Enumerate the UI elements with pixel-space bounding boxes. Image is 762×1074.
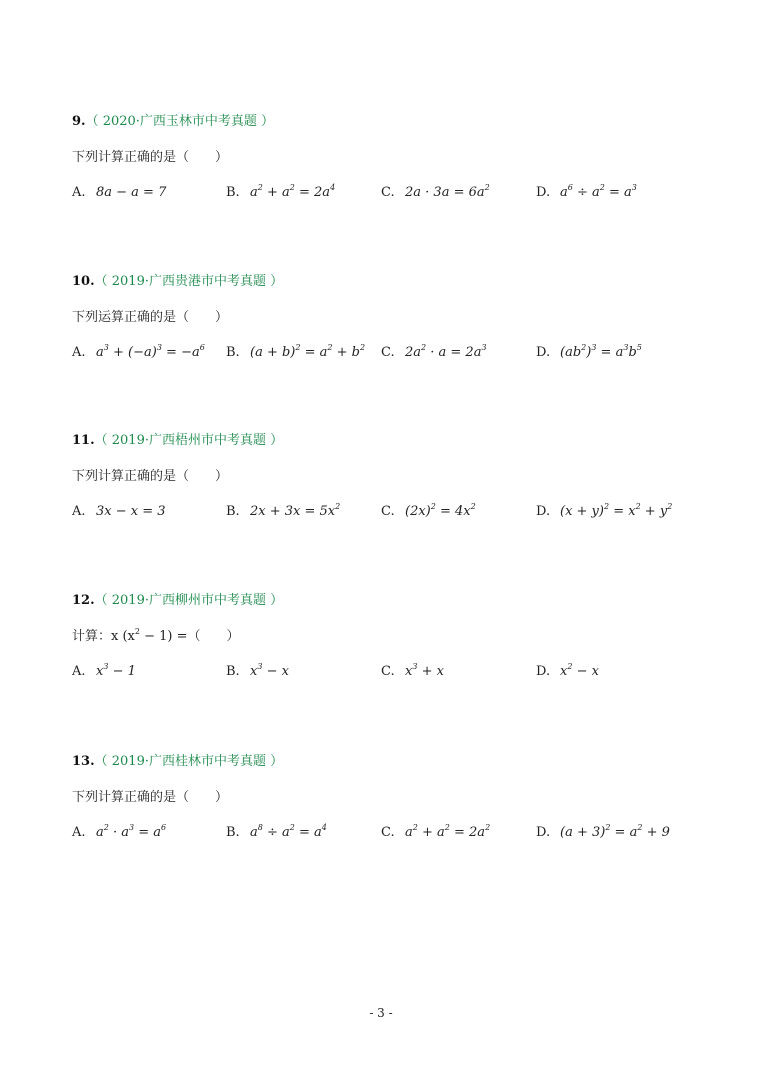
option-label: A. xyxy=(72,185,86,200)
option-c xyxy=(381,504,476,519)
option-c xyxy=(381,664,444,679)
question-stem: 下列运算正确的是（ ） xyxy=(72,310,229,325)
option-d xyxy=(536,825,670,840)
option-text: $x^3 - x$ xyxy=(250,662,289,679)
option-text: $x^3 - 1$ xyxy=(96,662,136,679)
question-number: 9. xyxy=(72,114,86,129)
option-label: C. xyxy=(381,825,395,840)
option-b xyxy=(226,664,289,679)
option-label: C. xyxy=(381,345,395,360)
option-label: B. xyxy=(226,345,240,360)
option-label: B. xyxy=(226,664,240,679)
option-a xyxy=(72,664,136,679)
option-a xyxy=(72,504,166,519)
question-header xyxy=(72,429,283,448)
option-text: $(2x)^2 = 4x^2$ xyxy=(405,502,476,519)
question-source: （ 2019·广西柳州市中考真题 ） xyxy=(94,593,284,608)
option-label: C. xyxy=(381,504,395,519)
option-text: $x^3 + x$ xyxy=(405,662,444,679)
option-text: $x^2 - x$ xyxy=(560,662,599,679)
question-header xyxy=(72,750,283,769)
option-text: $a^2 \cdot a^3 = a^6$ xyxy=(96,823,167,840)
question-stem: 计算：x $(x^2 - 1)$ =（ ） xyxy=(72,627,240,644)
option-text: $(a + b)^2 = a^2 + b^2$ xyxy=(250,343,366,360)
question-header xyxy=(72,589,283,608)
option-text: $a^2 + a^2 = 2a^4$ xyxy=(250,183,336,200)
question-source: （ 2020·广西玉林市中考真题 ） xyxy=(85,114,275,129)
question-header xyxy=(72,110,274,129)
option-b xyxy=(226,345,365,360)
option-text: $a^3 + (-a)^3 = -a^6$ xyxy=(96,343,205,360)
option-label: D. xyxy=(536,345,551,360)
option-label: A. xyxy=(72,504,86,519)
option-d xyxy=(536,185,637,200)
question-number: 10. xyxy=(72,274,95,289)
option-text: $(a + 3)^2 = a^2 + 9$ xyxy=(560,823,670,840)
option-d xyxy=(536,504,672,519)
option-d xyxy=(536,345,642,360)
option-text: 3x − x = 3 xyxy=(96,504,166,519)
option-text: $(x + y)^2 = x^2 + y^2$ xyxy=(560,502,673,519)
question-number: 13. xyxy=(72,754,95,769)
question-source: （ 2019·广西梧州市中考真题 ） xyxy=(94,433,284,448)
option-text: $a^8 \div a^2 = a^4$ xyxy=(250,823,327,840)
option-c xyxy=(381,825,490,840)
question-number: 12. xyxy=(72,593,95,608)
option-a xyxy=(72,825,166,840)
option-text: $2a^2 \cdot a = 2a^3$ xyxy=(405,343,487,360)
question-header xyxy=(72,270,283,289)
option-a xyxy=(72,185,166,200)
option-label: B. xyxy=(226,185,240,200)
question-stem: 下列计算正确的是（ ） xyxy=(72,469,229,484)
option-a xyxy=(72,345,205,360)
option-label: C. xyxy=(381,185,395,200)
question-stem: 下列计算正确的是（ ） xyxy=(72,790,229,805)
option-d xyxy=(536,664,599,679)
option-text: $(ab^2)^3 = a^3b^5$ xyxy=(560,343,642,360)
option-label: C. xyxy=(381,664,395,679)
option-label: D. xyxy=(536,825,551,840)
option-b xyxy=(226,504,340,519)
question-source: （ 2019·广西贵港市中考真题 ） xyxy=(94,274,284,289)
option-label: A. xyxy=(72,825,86,840)
question-stem: 下列计算正确的是（ ） xyxy=(72,150,229,165)
option-text: $a^2 + a^2 = 2a^2$ xyxy=(405,823,491,840)
option-label: A. xyxy=(72,345,86,360)
question-source: （ 2019·广西桂林市中考真题 ） xyxy=(94,754,284,769)
option-label: B. xyxy=(226,504,240,519)
option-label: B. xyxy=(226,825,240,840)
option-text: $2a \cdot 3a = 6a^2$ xyxy=(405,183,490,200)
option-b xyxy=(226,185,335,200)
option-label: D. xyxy=(536,504,551,519)
option-c xyxy=(381,185,490,200)
option-text: $a^6 \div a^2 = a^3$ xyxy=(560,183,637,200)
question-number: 11. xyxy=(72,433,95,448)
option-c xyxy=(381,345,487,360)
option-b xyxy=(226,825,327,840)
option-label: A. xyxy=(72,664,86,679)
option-label: D. xyxy=(536,185,551,200)
option-text: 8a − a = 7 xyxy=(96,185,167,200)
option-label: D. xyxy=(536,664,551,679)
page-number: - 3 - xyxy=(369,1006,393,1020)
option-text: $2x + 3x = 5x^2$ xyxy=(250,502,341,519)
